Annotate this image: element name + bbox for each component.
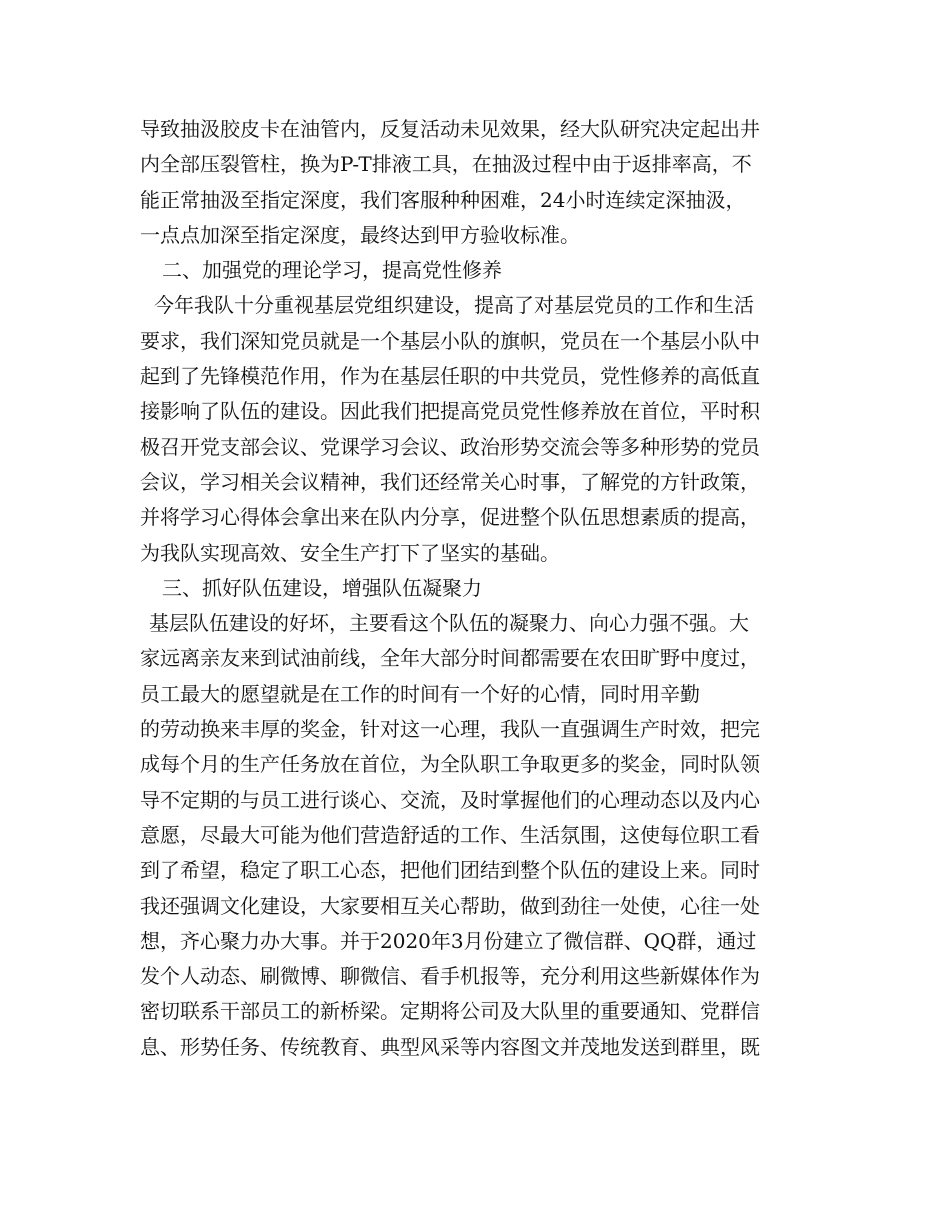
paragraph-line: 发个人动态、刷微博、聊微信、看手机报等，充分利用这些新媒体作为 bbox=[140, 964, 760, 989]
paragraph-line: 家远离亲友来到试油前线，全年大部分时间都需要在农田旷野中度过， bbox=[140, 646, 760, 671]
paragraph-line: 成每个月的生产任务放在首位，为全队职工争取更多的奖金，同时队领 bbox=[140, 752, 760, 777]
paragraph-line: 要求，我们深知党员就是一个基层小队的旗帜，党员在一个基层小队中 bbox=[140, 328, 760, 353]
paragraph-line: 今年我队十分重视基层党组织建设，提高了对基层党员的工作和生活 bbox=[154, 293, 754, 318]
paragraph-line: 意愿，尽最大可能为他们营造舒适的工作、生活氛围，这使每位职工看 bbox=[140, 822, 760, 847]
paragraph-line: 的劳动换来丰厚的奖金，针对这一心理，我队一直强调生产时效，把完 bbox=[140, 717, 760, 742]
paragraph-line: 极召开党支部会议、党课学习会议、政治形势交流会等多种形势的党员 bbox=[140, 434, 760, 459]
paragraph-line: 我还强调文化建设，大家要相互关心帮助，做到劲往一处使，心往一处 bbox=[140, 893, 760, 918]
paragraph-line: 会议，学习相关会议精神，我们还经常关心时事，了解党的方针政策， bbox=[140, 469, 760, 494]
paragraph-line: 能正常抽汲至指定深度，我们客服种种困难，24小时连续定深抽汲， bbox=[140, 187, 746, 212]
paragraph-line: 为我队实现高效、安全生产打下了坚实的基础。 bbox=[140, 540, 560, 565]
paragraph-line: 导致抽汲胶皮卡在油管内，反复活动未见效果，经大队研究决定起出井 bbox=[140, 117, 760, 141]
paragraph-line: 并将学习心得体会拿出来在队内分享，促进整个队伍思想素质的提高， bbox=[140, 505, 760, 530]
document-body bbox=[140, 112, 830, 1065]
section-heading-3: 三、抓好队伍建设，增强队伍凝聚力 bbox=[162, 575, 482, 600]
paragraph-line: 起到了先锋模范作用，作为在基层任职的中共党员，党性修养的高低直 bbox=[140, 364, 760, 389]
paragraph-line: 导不定期的与员工进行谈心、交流，及时掌握他们的心理动态以及内心 bbox=[140, 787, 760, 812]
paragraph-line: 息、形势任务、传统教育、典型风采等内容图文并茂地发送到群里，既 bbox=[140, 1034, 760, 1059]
paragraph-line: 想，齐心聚力办大事。并于2020年3月份建立了微信群、QQ群，通过 bbox=[140, 928, 757, 953]
paragraph-line: 一点点加深至指定深度，最终达到甲方验收标准。 bbox=[140, 222, 580, 247]
paragraph-line: 基层队伍建设的好坏，主要看这个队伍的凝聚力、向心力强不强。大 bbox=[149, 611, 749, 636]
section-heading-2: 二、加强党的理论学习，提高党性修养 bbox=[162, 258, 502, 283]
paragraph-line: 密切联系干部员工的新桥梁。定期将公司及大队里的重要通知、党群信 bbox=[140, 999, 760, 1024]
paragraph-line: 员工最大的愿望就是在工作的时间有一个好的心情，同时用辛勤 bbox=[140, 681, 700, 706]
paragraph-line: 接影响了队伍的建设。因此我们把提高党员党性修养放在首位，平时积 bbox=[140, 399, 760, 424]
paragraph-line: 到了希望，稳定了职工心态，把他们团结到整个队伍的建设上来。同时 bbox=[140, 858, 760, 883]
paragraph-line: 内全部压裂管柱，换为P-T排液工具，在抽汲过程中由于返排率高，不 bbox=[140, 152, 752, 177]
